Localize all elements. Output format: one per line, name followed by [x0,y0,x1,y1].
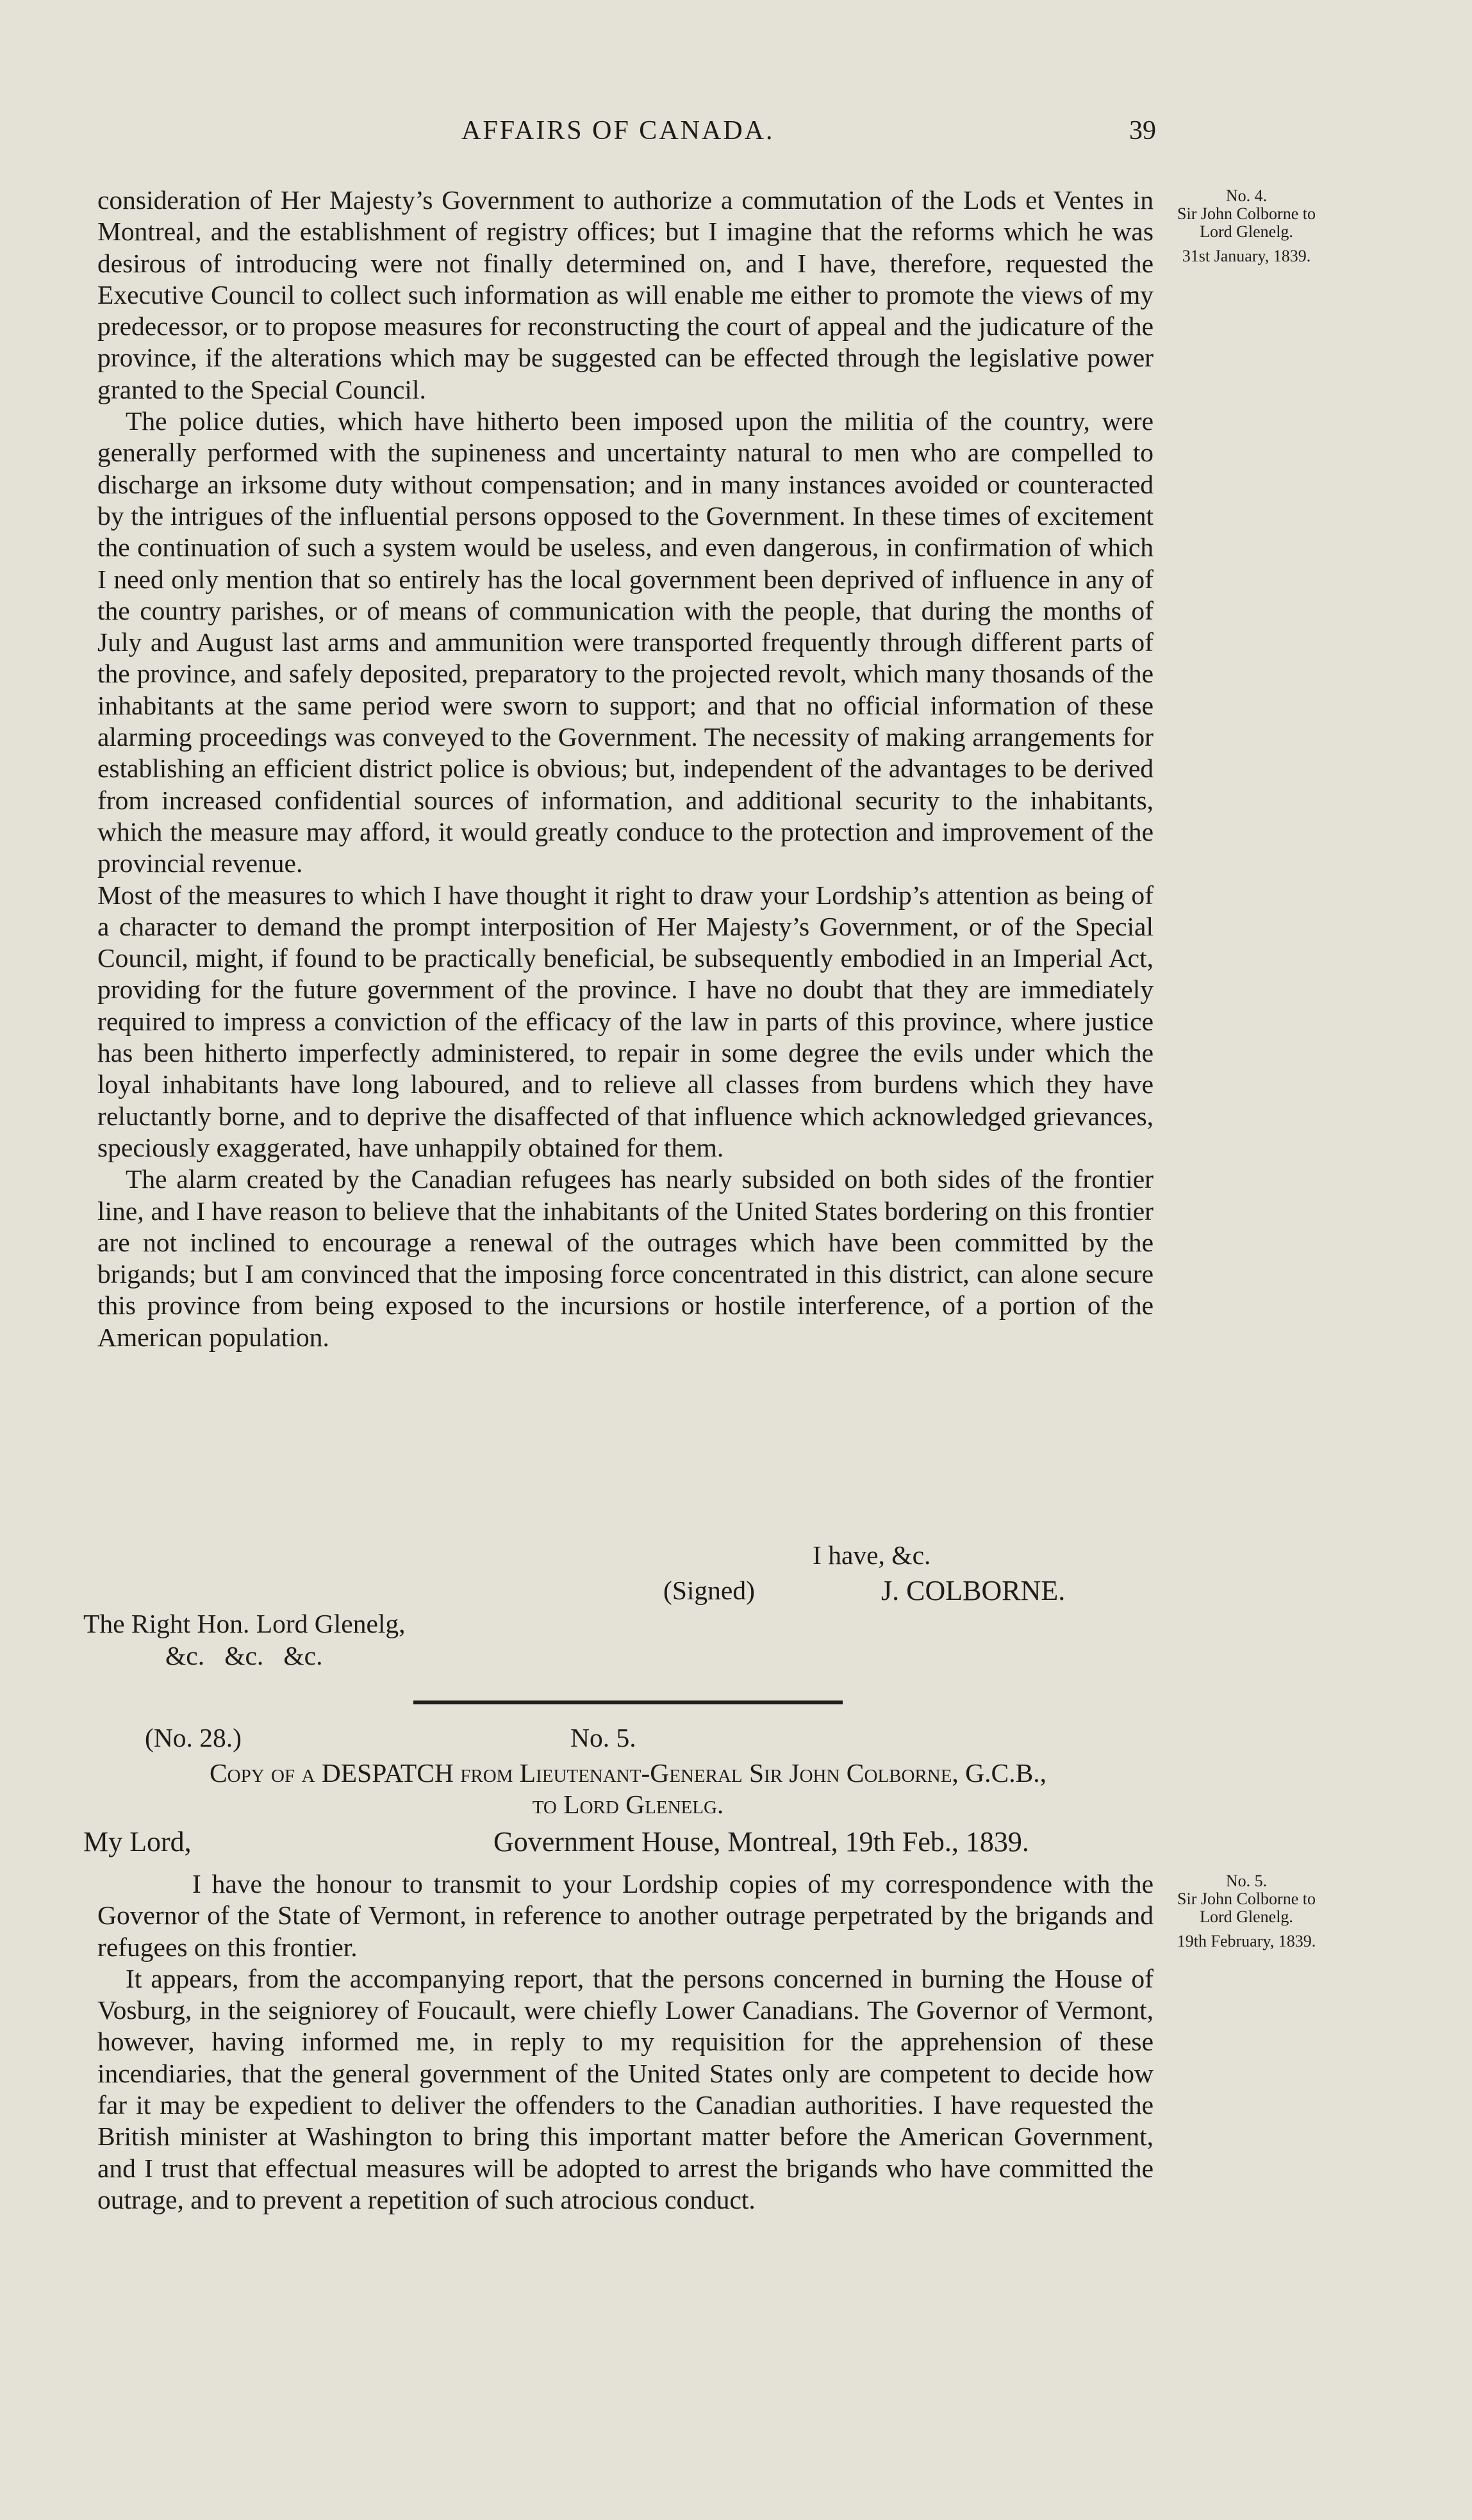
paragraph: consideration of Her Majesty’s Government to authorize a commutation of the Lods et Ventes in Montreal, and the establishment of registry offices; but I imagine that the reforms which he was desirous of introducing were not finally determined on, and I have, therefore, requested the Executive Council to collect such information as will enable me either to promote the views of my predecessor, or to propose measures for reconstructing the court of appeal and the judicature of the province, if the alterations which may be suggested can be effected through the legislative power granted to the Special Council. [97,185,1154,404]
paragraph: It appears, from the accompanying report, that the persons concerned in burning the House of Vosburg, in the seigniorey of Foucault, were chiefly Lower Canadians. The Governor of Vermont, however, having informed me, in reply to my requisition for the apprehension of these incendiaries, that the general government of the United States only are competent to decide how far it may be expedient to deliver the offenders to the Canadian authorities. I have requested the British minister at Washington to bring this important matter before the American Government, and I trust that effectual measures will be adopted to arrest the brigands who have committed the outrage, and to prevent a repetition of such atrocious conduct. [97,1963,1154,2214]
marginal-to: Lord Glenelg. [1200,222,1293,241]
salutation: My Lord, [83,1826,192,1857]
despatch-heading: Copy of a DESPATCH from Lieutenant-General Sir John Colborne, G.C.B., [209,1758,1046,1788]
despatch-ref: (No. 28.) [145,1723,242,1752]
marginal-from: Sir John Colborne to [1177,204,1316,223]
despatch-number: No. 5. [570,1723,636,1752]
despatch-heading-to: to Lord Glenelg. [532,1790,724,1819]
paragraph: The alarm created by the Canadian refugees has nearly subsided on both sides of the frontier line, and I have reason to believe that the inhabitants of the United States bordering on this frontier are not inclined to encourage a renewal of the outrages which have been committed by the brigands; but I am convinced that the imposing force concentrated in this district, can alone secure this province from being exposed to the incursions or hostile interference, of a portion of the American population. [97,1164,1154,1352]
paragraph: I have the honour to transmit to your Lordship copies of my correspondence with the Governor of the State of Vermont, in reference to another outrage perpetrated by the brigands and refugees on this frontier. [97,1869,1154,1962]
marginal-date: 31st January, 1839. [1182,247,1311,265]
letter-4-body [97,185,1154,1353]
page-title: AFFAIRS OF CANADA. [461,116,775,145]
marginal-number: No. 4. [1225,186,1268,205]
despatch-5-body [97,1868,1154,2216]
addressee: The Right Hon. Lord Glenelg, [83,1609,406,1638]
marginal-to: Lord Glenelg. [1200,1907,1293,1926]
place-date: Government House, Montreal, 19th Feb., 1839. [493,1826,1029,1857]
page-number: 39 [1129,116,1156,145]
addressee-etc: &c. &c. &c. [165,1641,323,1670]
closing: I have, &c. [813,1540,931,1570]
marginal-note-no5 [1154,1872,1339,1950]
running-head [0,115,1472,154]
paragraph: The police duties, which have hitherto been imposed upon the militia of the country, were generally performed with the supineness and uncertainty natural to men who are compelled to discharge an irksome duty without compensation; and in many instances avoided or counteracted by the intrigues of the influential persons opposed to the Government. In these times of excitement the continuation of such a system would be useless, and even dangerous, in confirmation of which I need only mention that so entirely has the local government been deprived of influence in any of the country parishes, or of means of communication with the people, that during the months of July and August last arms and ammunition were transported frequently through different parts of the province, and safely deposited, preparatory to the projected revolt, which many thosands of the inhabitants at the same period were sworn to support; and that no official information of these alarming proceedings was conveyed to the Government. The necessity of making arrangements for establishing an efficient district police is obvious; but, independent of the advantages to be derived from increased confidential sources of information, and additional security to the inhabitants, which the measure may afford, it would greatly conduce to the protection and improvement of the provincial revenue. [97,406,1154,878]
marginal-note-no4 [1154,187,1339,265]
signature: J. COLBORNE. [881,1575,1066,1606]
marginal-number: No. 5. [1225,1872,1268,1890]
section-divider [413,1701,843,1704]
signed-label: (Signed) [663,1576,755,1605]
paragraph: Most of the measures to which I have thought it right to draw your Lordship’s attention as being of a character to demand the prompt interposition of Her Majesty’s Government, or of the Special Council, might, if found to be practically beneficial, be subsequently embodied in an Imperial Act, providing for the future government of the province. I have no doubt that they are immediately required to impress a conviction of the efficacy of the law in parts of this province, where justice has been hitherto imperfectly administered, to repair in some degree the evils under which the loyal inhabitants have long laboured, and to relieve all classes from burdens which they have reluctantly borne, and to deprive the disaffected of that influence which acknowledged grievances, speciously exaggerated, have unhappily obtained for them. [97,880,1154,1162]
marginal-date: 19th February, 1839. [1177,1932,1316,1950]
marginal-from: Sir John Colborne to [1177,1890,1316,1908]
